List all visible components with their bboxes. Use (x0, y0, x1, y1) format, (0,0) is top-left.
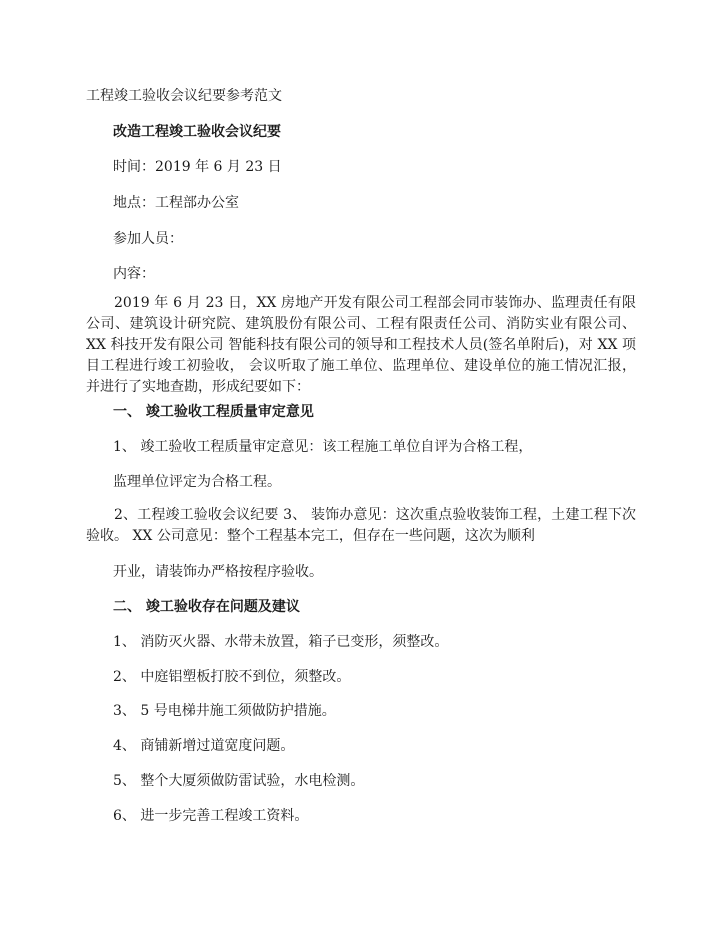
section-1-item-1-cont: 监理单位评定为合格工程。 (113, 474, 281, 490)
issue-item: 3、 5 号电梯井施工须做防护措施。 (113, 703, 336, 719)
intro-paragraph: 2019 年 6 月 23 日，XX 房地产开发有限公司工程部会同市装饰办、监理责任有限公司、建筑设计研究院、建筑股份有限公司、工程有限责任公司、消防实业有限公司、XX 科技开发有限公司 智能科技有限公司的领导和工程技术人员(签名单附后)，对 XX 项目工程进行竣工初验收， 会议听取了施工单位、监理单位、建设单位的施工情况汇报，并进行了实地查勘，形成纪要如下： (86, 295, 636, 395)
section-1-heading: 一、 竣工验收工程质量审定意见 (113, 404, 314, 420)
issue-item: 1、 消防灭火器、水带未放置，箱子已变形，须整改。 (113, 634, 449, 650)
issue-item: 2、 中庭铝塑板打胶不到位，须整改。 (113, 669, 351, 685)
section-2-heading: 二、 竣工验收存在问题及建议 (113, 599, 300, 615)
document-title: 改造工程竣工验收会议纪要 (113, 124, 281, 140)
issue-item: 4、 商铺新增过道宽度问题。 (113, 738, 295, 754)
section-1-item-2: 2、工程竣工验收会议纪要 3、 装饰办意见：这次重点验收装饰工程，土建工程下次验收。 XX 公司意见：整个工程基本完工，但存在一些问题，这次为顺利 (86, 507, 636, 544)
content-label: 内容： (113, 266, 155, 282)
section-1-item-1: 1、 竣工验收工程质量审定意见：该工程施工单位自评为合格工程， (113, 439, 533, 455)
issue-item: 6、 进一步完善工程竣工资料。 (113, 808, 309, 824)
section-1-item-2-cont: 开业，请装饰办严格按程序验收。 (113, 564, 323, 580)
meeting-time: 时间：2019 年 6 月 23 日 (113, 159, 282, 175)
meeting-attendees: 参加人员： (113, 231, 183, 247)
issue-item: 5、 整个大厦须做防雷试验，水电检测。 (113, 773, 365, 789)
document-top-title: 工程竣工验收会议纪要参考范文 (86, 88, 282, 104)
meeting-place: 地点：工程部办公室 (113, 195, 239, 211)
